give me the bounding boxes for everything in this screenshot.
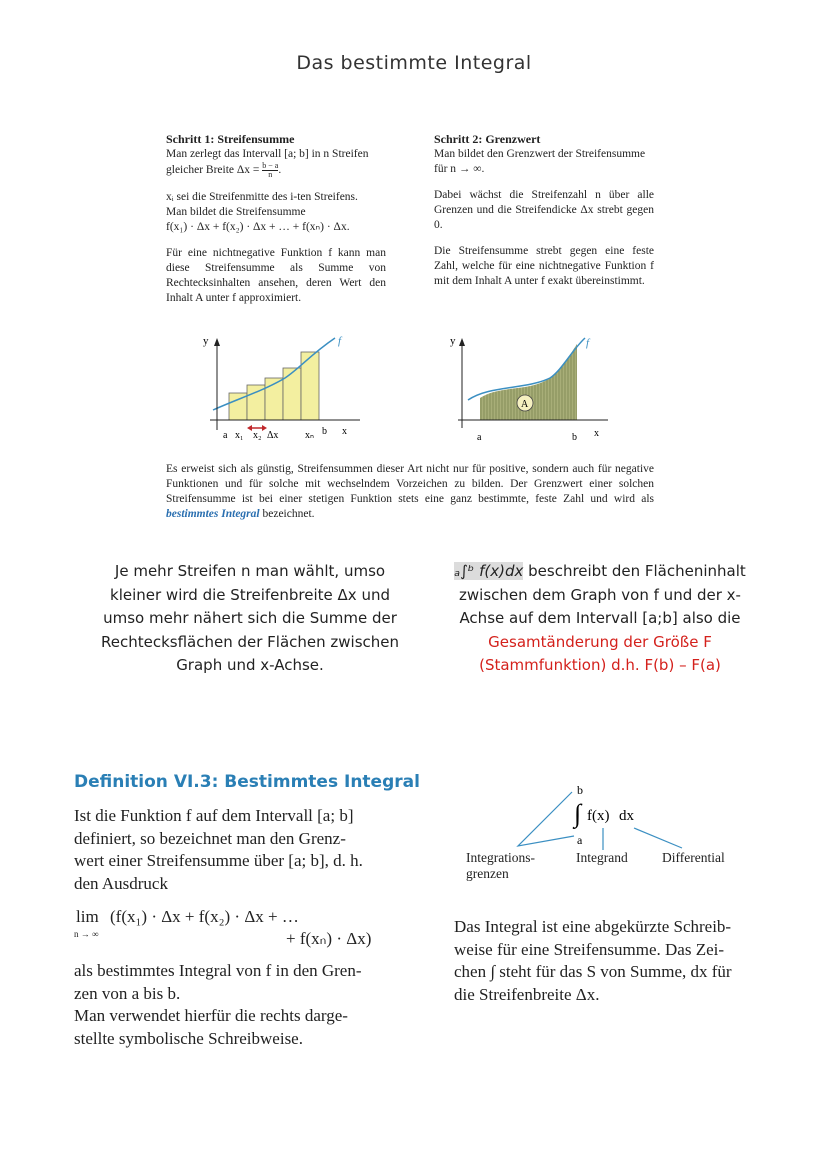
upper-limit: b [577, 783, 583, 797]
y-label: y [450, 335, 456, 347]
dx-expression: dx [619, 808, 634, 824]
definition-body [74, 805, 404, 895]
definition-line: Man verwendet hierfür die rechts darge- [74, 1006, 348, 1025]
y-arrow [214, 338, 220, 346]
step1-p4: Für eine nichtnegative Funktion f kann man diese Streifensumme als Summe von Rechtecksinhalten ansehen, deren Wert den Inhalt A unter f approximiert. [166, 247, 386, 304]
note-left-line: Graph und x-Achse. [176, 656, 324, 674]
strip-bar [283, 368, 301, 420]
explain-line: Das Integral ist eine abgekürzte Schreib- [454, 917, 732, 936]
definition-line: zen von a bis b. [74, 983, 181, 1003]
explain-line: weise für eine Streifensumme. Das Zei- [454, 939, 725, 959]
label-differential: Differential [662, 850, 725, 865]
explain-line: chen ∫ steht für das S von Summe, dx für [454, 962, 732, 981]
f-label: f [586, 337, 590, 349]
b-label: b [572, 432, 577, 443]
limit-expr-line2: + f(xₙ) · Δx) [286, 929, 372, 948]
note-left [72, 560, 428, 678]
definition-after [74, 960, 404, 1050]
b-label: b [322, 426, 327, 437]
label-integration-limits [466, 850, 535, 882]
definition-line: den Ausdruck [74, 873, 168, 893]
step1-heading: Schritt 1: Streifensumme [166, 132, 295, 146]
integrand-expression: f(x) [587, 808, 610, 824]
frac-num: b − a [262, 161, 279, 170]
note-left-line: Rechtecksflächen der Flächen zwischen [100, 632, 400, 651]
area-label: A [521, 399, 529, 410]
note-right-red-line: Gesamtänderung der Größe F [488, 632, 712, 651]
dx-label: Δx [267, 430, 279, 441]
limit-expr-line1: (f(x₁) · Δx + f(x₂) · Δx + … [110, 907, 299, 926]
frac-den: n [268, 170, 273, 179]
x2-label: x₂ [253, 430, 262, 441]
summary-paragraph [166, 462, 654, 522]
integral-sign: ∫ [574, 799, 582, 828]
step1-p3: Man bildet die Streifensumme [166, 206, 306, 218]
strip-sum-figure [195, 330, 365, 445]
note-right-line1 [420, 560, 780, 584]
page-title: Das bestimmte Integral [296, 52, 532, 74]
note-left-line: Je mehr Streifen n man wählt, umso [114, 562, 386, 580]
definition-line: als bestimmtes Integral von f in den Gren- [74, 961, 362, 980]
lim-label: lim [76, 907, 99, 926]
note-left-line: kleiner wird die Streifenbreite Δx und [110, 585, 390, 604]
strip-bar [247, 385, 265, 420]
summary-text2: bezeichnet. [259, 508, 315, 520]
step1-width-label: gleicher Breite Δx = [166, 164, 263, 177]
notation-explanation [454, 916, 774, 1006]
limits-label-line1: Integrations- [466, 850, 535, 865]
definition-line: stellte symbolische Schreibweise. [74, 1028, 303, 1048]
dx-arrow-head-left [247, 425, 252, 431]
y-arrow [459, 338, 465, 346]
explain-line: die Streifenbreite Δx. [454, 984, 600, 1004]
limits-label-line2: grenzen [466, 866, 509, 881]
definition-line: Ist die Funktion f auf dem Intervall [a; b] [74, 806, 354, 825]
step1-p2: xᵢ sei die Streifenmitte des i-ten Streifens. [166, 191, 358, 203]
x1-label: x₁ [235, 430, 244, 441]
limit-formula [74, 906, 404, 956]
integral-expression: ₐ∫ᵇ f(x)dx [454, 562, 524, 580]
a-label: a [223, 430, 228, 441]
step2-column [434, 132, 654, 289]
y-label: y [203, 335, 209, 347]
step1-formula: f(x₁) · Δx + f(x₂) · Δx + … + f(xₙ) · Δx. [166, 221, 350, 233]
step1-column [166, 132, 386, 306]
note-right-line: Achse auf dem Intervall [a;b] also die [459, 609, 741, 627]
note-right-text: beschreibt den Flächeninhalt [523, 562, 746, 580]
summary-term: bestimmtes Integral [166, 508, 260, 520]
step2-p1: Man bildet den Grenzwert der Streifensumme für n → ∞. [434, 148, 646, 175]
step1-fraction [262, 162, 278, 179]
step1-intro-line2: gleicher Breite Δx = $\frac{b - a}{n}$ . [166, 161, 282, 179]
differential-pointer [634, 828, 682, 848]
a-label: a [477, 432, 482, 443]
x-label: x [342, 426, 347, 437]
note-right [420, 560, 780, 678]
note-left-line: umso mehr nähert sich die Summe der [103, 609, 397, 627]
step2-p3: Die Streifensumme strebt gegen eine feste Zahl, welche für eine nichtnegative Funktion f mit dem Inhalt A unter f exakt übereinstimmt. [434, 245, 654, 287]
definition-line: definiert, so bezeichnet man den Grenz- [74, 828, 346, 848]
f-label: f [338, 335, 342, 347]
label-integrand: Integrand [576, 850, 628, 865]
note-right-red-line: (Stammfunktion) d.h. F(b) – F(a) [479, 656, 721, 674]
lower-limit: a [577, 833, 583, 847]
note-right-line: zwischen dem Graph von f und der x- [459, 585, 741, 604]
lim-sub: n → ∞ [74, 929, 99, 939]
definition-title: Definition VI.3: Bestimmtes Integral [74, 772, 420, 792]
x-label: x [594, 428, 599, 439]
definition-line: wert einer Streifensumme über [a; b], d. h. [74, 851, 363, 870]
step2-heading: Schritt 2: Grenzwert [434, 132, 541, 146]
summary-text1: Es erweist sich als günstig, Streifensummen dieser Art nicht nur für positive, sondern auch für negative Funktionen und für solche mit wechselndem Vorzeichen zu bilden. Der Grenzwert einer solchen Streifensumme ist bei einer stetigen Funktion stets eine ganz bestimmte, feste Zahl und wird als [166, 463, 654, 505]
area-figure [450, 330, 620, 445]
step2-p2: Dabei wächst die Streifenzahl n über alle Grenzen und die Streifendicke Δx strebt gegen 0. [434, 189, 654, 231]
xn-label: xₙ [305, 430, 314, 441]
step1-intro-line1: Man zerlegt das Intervall [a; b] in n Streifen [166, 148, 369, 160]
limits-pointer [518, 792, 574, 846]
